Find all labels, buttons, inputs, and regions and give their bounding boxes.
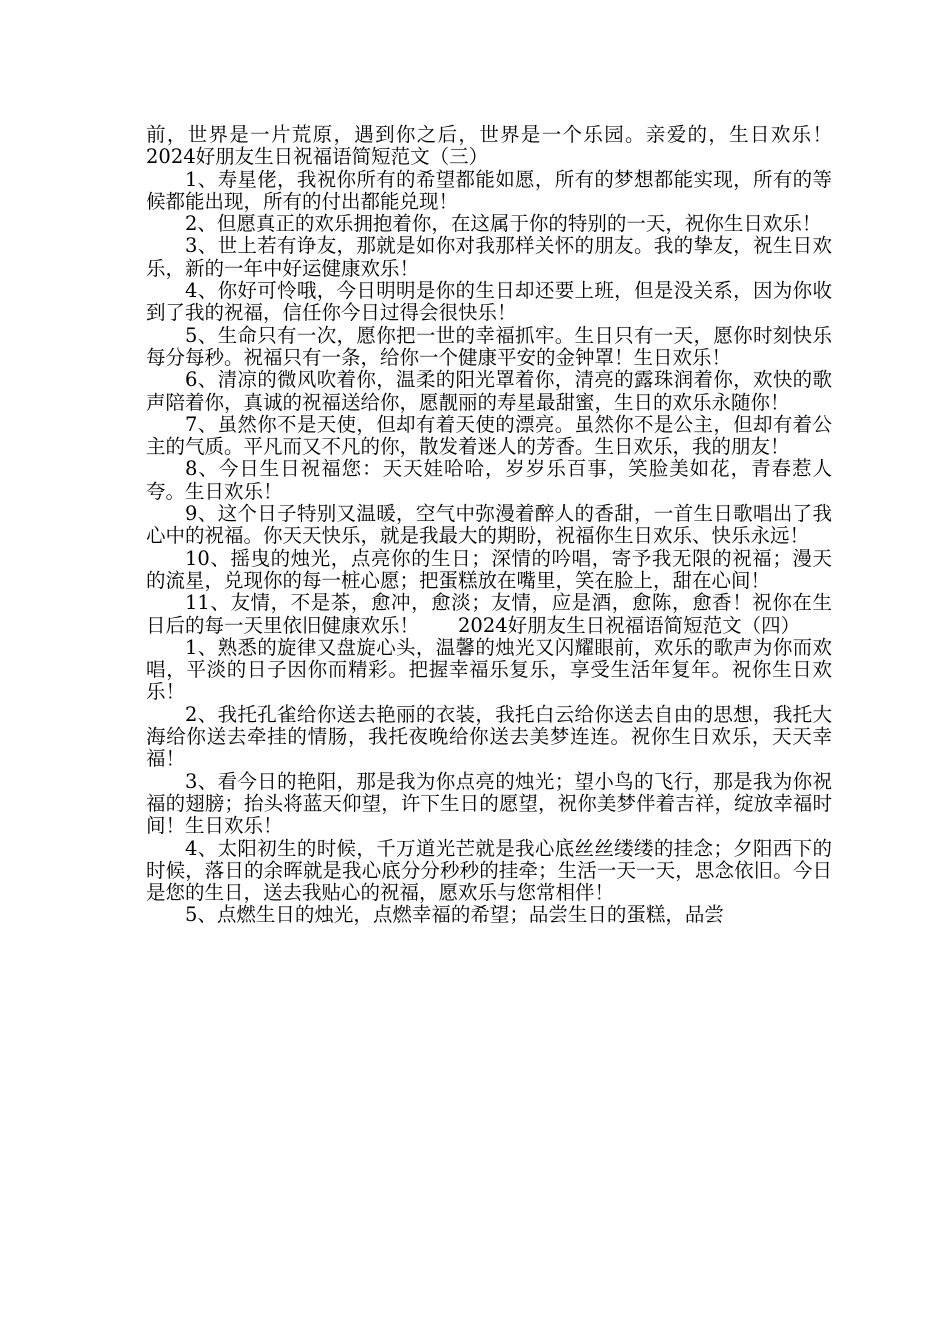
paragraph-2: 2、但愿真正的欢乐拥抱着你，在这属于你的特别的一天，祝你生日欢乐！ <box>185 212 822 236</box>
paragraph-16: 5、点燃生日的烛光，点燃幸福的希望；品尝生日的蛋糕，品尝 <box>185 903 724 927</box>
paragraph-14: 3、看今日的艳阳，那是我为你点亮的烛光；望小鸟的飞行，那是我为你祝福的翅膀；抬头将蓝天仰望，许下生日的愿望，祝你美梦伴着吉祥，绽放幸福时间！生日欢乐！ <box>146 769 832 838</box>
paragraph-0: 前，世界是一片荒原，遇到你之后，世界是一个乐园。亲爱的，生日欢乐！ 2024好朋友生日祝福语简短范文（三） <box>146 123 872 169</box>
paragraph-7: 7、虽然你不是天使，但却有着天使的漂亮。虽然你不是公主，但却有着公主的气质。平凡而又不凡的你，散发着迷人的芳香。生日欢乐，我的朋友！ <box>146 412 832 459</box>
paragraph-12: 1、熟悉的旋律又盘旋心头，温馨的烛光又闪耀眼前，欢乐的歌声为你而欢唱，平淡的日子因你而精彩。把握幸福乐复乐，享受生活年复年。祝你生日欢乐！ <box>146 635 832 704</box>
paragraph-1: 1、寿星佬，我祝你所有的希望都能如愿，所有的梦想都能实现，所有的等候都能出现，所有的付出都能兑现！ <box>146 167 832 213</box>
paragraph-9: 9、这个日子特别又温暖，空气中弥漫着醉人的香甜，一首生日歌唱出了我心中的祝福。你天天快乐，就是我最大的期盼，祝福你生日欢乐、快乐永远！ <box>146 502 832 548</box>
paragraph-15: 4、太阳初生的时候，千万道光芒就是我心底丝丝缕缕的挂念；夕阳西下的时候，落日的余晖就是我心底分分秒秒的挂牵；生活一天一天，思念依旧。今日是您的生日，送去我贴心的祝福，愿欢乐与您常相伴！ <box>146 836 832 905</box>
paragraph-6: 6、清凉的微风吹着你，温柔的阳光罩着你，清亮的露珠润着你，欢快的歌声陪着你，真诚的祝福送给你，愿靓丽的寿星最甜蜜，生日的欢乐永随你！ <box>146 368 832 414</box>
paragraph-4: 4、你好可怜哦，今日明明是你的生日却还要上班，但是没关系，因为你收到了我的祝福，信任你今日过得会很快乐！ <box>146 279 832 325</box>
paragraph-8: 8、今日生日祝福您：天天娃哈哈，岁岁乐百事，笑脸美如花，青春惹人夸。生日欢乐！ <box>146 457 832 503</box>
paragraph-13: 2、我托孔雀给你送去艳丽的衣装，我托白云给你送去自由的思想，我托大海给你送去牵挂的情肠，我托夜晚给你送去美梦连连。祝你生日欢乐，天天幸福！ <box>146 702 832 771</box>
paragraph-5: 5、生命只有一次，愿你把一世的幸福抓牢。生日只有一天，愿你时刻快乐每分每秒。祝福只有一条，给你一个健康平安的金钟罩！生日欢乐！ <box>146 323 832 369</box>
document-page <box>146 123 872 927</box>
paragraph-11: 11、友情，不是茶，愈冲，愈淡；友情，应是酒，愈陈，愈香！祝你在生日后的每一天里依旧健康欢乐！ 2024好朋友生日祝福语简短范文（四） <box>146 591 832 637</box>
paragraph-3: 3、世上若有诤友，那就是如你对我那样关怀的朋友。我的挚友，祝生日欢乐，新的一年中好运健康欢乐！ <box>146 234 832 280</box>
paragraph-10: 10、摇曳的烛光，点亮你的生日；深情的吟唱，寄予我无限的祝福；漫天的流星，兑现你的每一桩心愿；把蛋糕放在嘴里，笑在脸上，甜在心间！ <box>146 546 832 592</box>
